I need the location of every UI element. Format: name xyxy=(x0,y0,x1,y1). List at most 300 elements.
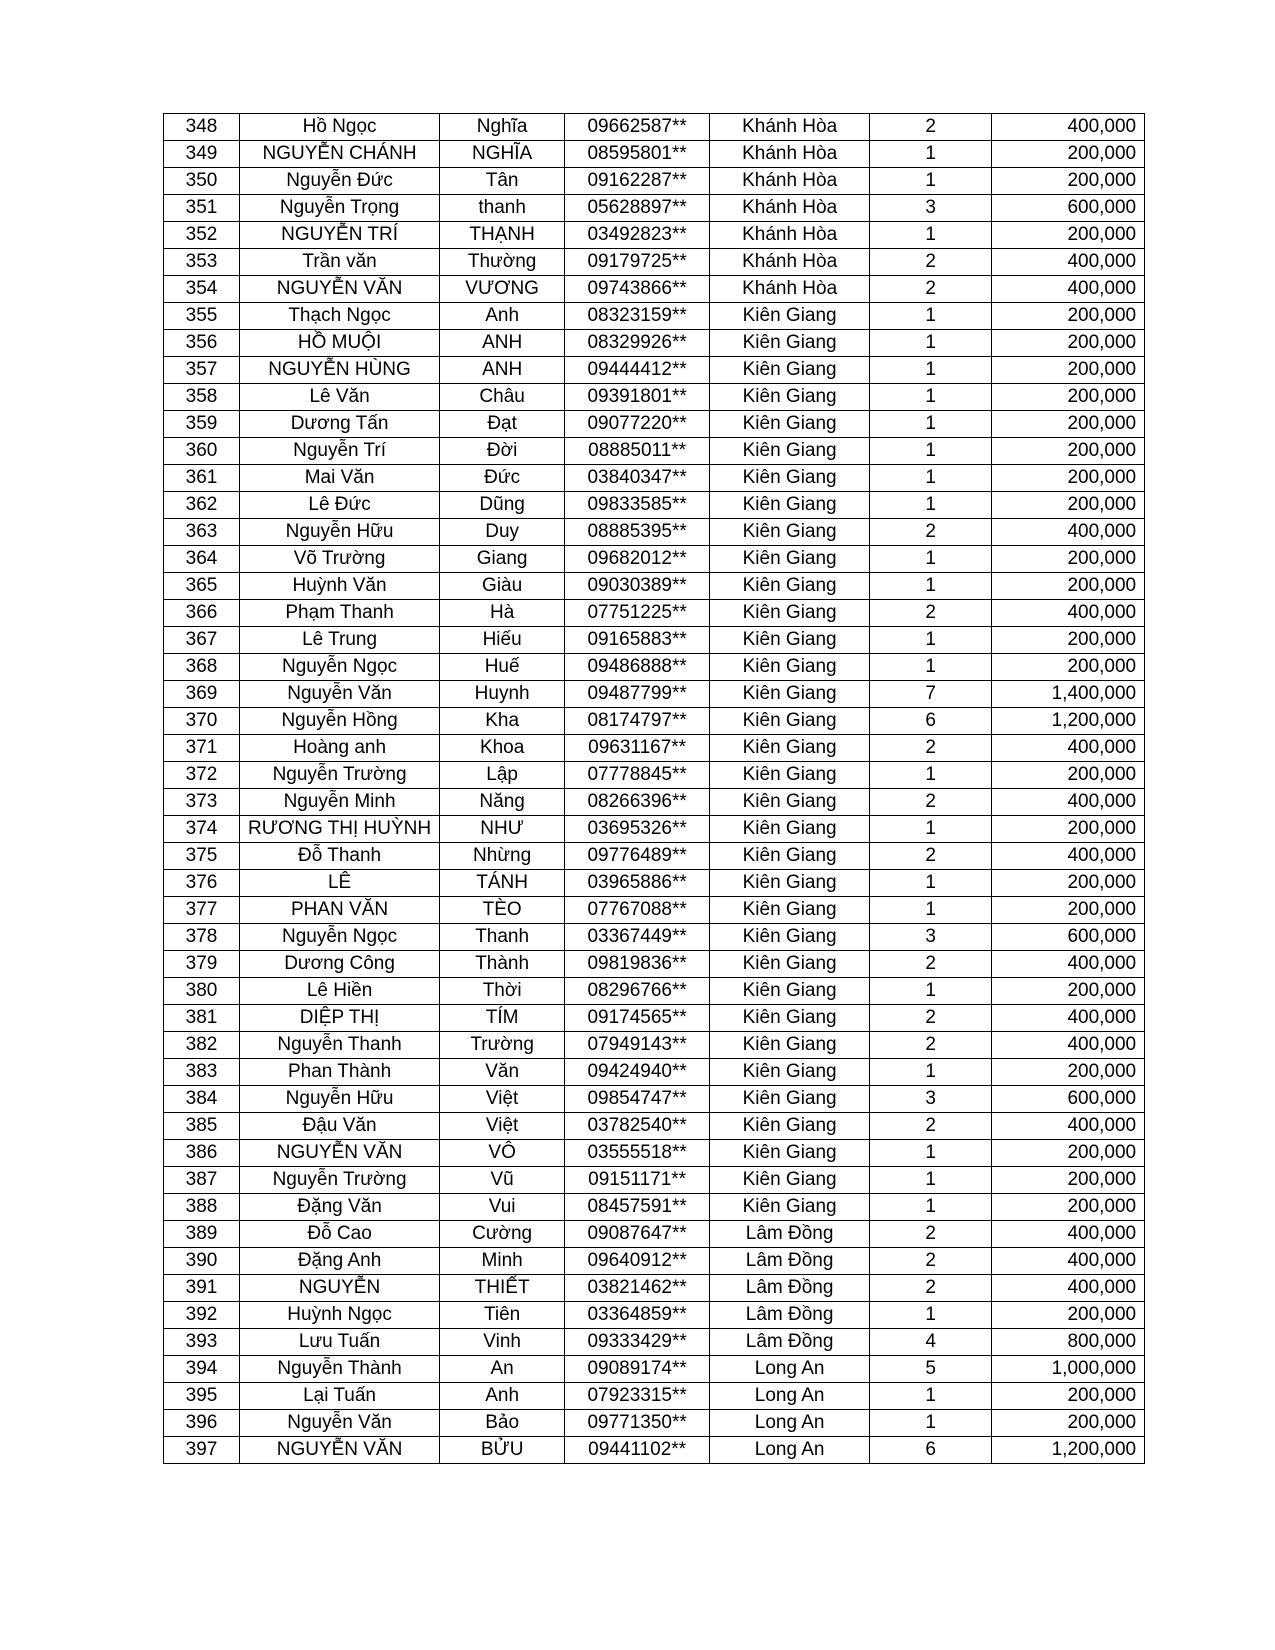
table-row xyxy=(164,1437,1145,1464)
given-name-cell: Đức xyxy=(440,465,565,492)
index-cell: 393 xyxy=(164,1329,240,1356)
index-cell: 364 xyxy=(164,546,240,573)
family-name-cell: Lê Đức xyxy=(240,492,440,519)
index-cell: 359 xyxy=(164,411,240,438)
given-name-cell: Thanh xyxy=(440,924,565,951)
family-name-cell: NGUYỄN xyxy=(240,1275,440,1302)
given-name-cell: NGHĨA xyxy=(440,141,565,168)
quantity-cell: 1 xyxy=(870,573,992,600)
table-row xyxy=(164,1140,1145,1167)
province-cell: Khánh Hòa xyxy=(710,249,870,276)
province-cell: Lâm Đồng xyxy=(710,1302,870,1329)
family-name-cell: NGUYỄN VĂN xyxy=(240,1437,440,1464)
index-cell: 353 xyxy=(164,249,240,276)
amount-cell: 200,000 xyxy=(992,1059,1145,1086)
table-row xyxy=(164,681,1145,708)
given-name-cell: Anh xyxy=(440,1383,565,1410)
table-row xyxy=(164,519,1145,546)
quantity-cell: 2 xyxy=(870,114,992,141)
amount-cell: 400,000 xyxy=(992,951,1145,978)
province-cell: Kiên Giang xyxy=(710,951,870,978)
table-row xyxy=(164,708,1145,735)
family-name-cell: RƯƠNG THỊ HUỲNH xyxy=(240,816,440,843)
phone-cell: 09174565** xyxy=(565,1005,710,1032)
table-row xyxy=(164,924,1145,951)
table-row xyxy=(164,1221,1145,1248)
amount-cell: 200,000 xyxy=(992,870,1145,897)
table-row xyxy=(164,1167,1145,1194)
phone-cell: 09165883** xyxy=(565,627,710,654)
index-cell: 369 xyxy=(164,681,240,708)
given-name-cell: Duy xyxy=(440,519,565,546)
quantity-cell: 4 xyxy=(870,1329,992,1356)
phone-cell: 07778845** xyxy=(565,762,710,789)
quantity-cell: 2 xyxy=(870,735,992,762)
given-name-cell: Nhừng xyxy=(440,843,565,870)
phone-cell: 09179725** xyxy=(565,249,710,276)
province-cell: Khánh Hòa xyxy=(710,195,870,222)
province-cell: Long An xyxy=(710,1410,870,1437)
quantity-cell: 1 xyxy=(870,816,992,843)
given-name-cell: Tân xyxy=(440,168,565,195)
amount-cell: 800,000 xyxy=(992,1329,1145,1356)
amount-cell: 400,000 xyxy=(992,1005,1145,1032)
table-row xyxy=(164,303,1145,330)
given-name-cell: Khoa xyxy=(440,735,565,762)
quantity-cell: 1 xyxy=(870,1167,992,1194)
province-cell: Kiên Giang xyxy=(710,1140,870,1167)
family-name-cell: Nguyễn Hồng xyxy=(240,708,440,735)
given-name-cell: Trường xyxy=(440,1032,565,1059)
table-row xyxy=(164,1356,1145,1383)
table-row xyxy=(164,411,1145,438)
table-row xyxy=(164,1005,1145,1032)
province-cell: Kiên Giang xyxy=(710,519,870,546)
phone-cell: 08457591** xyxy=(565,1194,710,1221)
province-cell: Kiên Giang xyxy=(710,330,870,357)
province-cell: Kiên Giang xyxy=(710,708,870,735)
given-name-cell: Đời xyxy=(440,438,565,465)
index-cell: 372 xyxy=(164,762,240,789)
phone-cell: 09151171** xyxy=(565,1167,710,1194)
family-name-cell: Dương Công xyxy=(240,951,440,978)
quantity-cell: 1 xyxy=(870,357,992,384)
table-row xyxy=(164,357,1145,384)
family-name-cell: Nguyễn Hữu xyxy=(240,519,440,546)
quantity-cell: 1 xyxy=(870,1410,992,1437)
amount-cell: 400,000 xyxy=(992,735,1145,762)
index-cell: 388 xyxy=(164,1194,240,1221)
province-cell: Kiên Giang xyxy=(710,789,870,816)
given-name-cell: Lập xyxy=(440,762,565,789)
family-name-cell: Đậu Văn xyxy=(240,1113,440,1140)
quantity-cell: 1 xyxy=(870,384,992,411)
province-cell: Kiên Giang xyxy=(710,492,870,519)
index-cell: 365 xyxy=(164,573,240,600)
phone-cell: 09854747** xyxy=(565,1086,710,1113)
given-name-cell: Minh xyxy=(440,1248,565,1275)
quantity-cell: 3 xyxy=(870,195,992,222)
quantity-cell: 3 xyxy=(870,1086,992,1113)
province-cell: Kiên Giang xyxy=(710,1113,870,1140)
family-name-cell: PHAN VĂN xyxy=(240,897,440,924)
family-name-cell: Đỗ Cao xyxy=(240,1221,440,1248)
family-name-cell: DIỆP THỊ xyxy=(240,1005,440,1032)
given-name-cell: NHƯ xyxy=(440,816,565,843)
province-cell: Khánh Hòa xyxy=(710,276,870,303)
family-name-cell: Nguyễn Minh xyxy=(240,789,440,816)
given-name-cell: TÈO xyxy=(440,897,565,924)
index-cell: 392 xyxy=(164,1302,240,1329)
phone-cell: 08595801** xyxy=(565,141,710,168)
given-name-cell: Tiên xyxy=(440,1302,565,1329)
table-row xyxy=(164,1086,1145,1113)
quantity-cell: 2 xyxy=(870,1113,992,1140)
index-cell: 351 xyxy=(164,195,240,222)
quantity-cell: 2 xyxy=(870,600,992,627)
table-row xyxy=(164,465,1145,492)
family-name-cell: Nguyễn Trường xyxy=(240,762,440,789)
family-name-cell: Nguyễn Ngọc xyxy=(240,924,440,951)
quantity-cell: 2 xyxy=(870,1221,992,1248)
given-name-cell: BỬU xyxy=(440,1437,565,1464)
phone-cell: 09424940** xyxy=(565,1059,710,1086)
province-cell: Kiên Giang xyxy=(710,735,870,762)
given-name-cell: Vũ xyxy=(440,1167,565,1194)
index-cell: 367 xyxy=(164,627,240,654)
table-row xyxy=(164,168,1145,195)
amount-cell: 200,000 xyxy=(992,357,1145,384)
table-row xyxy=(164,1032,1145,1059)
province-cell: Khánh Hòa xyxy=(710,141,870,168)
phone-cell: 03840347** xyxy=(565,465,710,492)
given-name-cell: Huynh xyxy=(440,681,565,708)
province-cell: Kiên Giang xyxy=(710,465,870,492)
family-name-cell: Đặng Anh xyxy=(240,1248,440,1275)
amount-cell: 200,000 xyxy=(992,168,1145,195)
table-row xyxy=(164,627,1145,654)
amount-cell: 200,000 xyxy=(992,1167,1145,1194)
amount-cell: 200,000 xyxy=(992,546,1145,573)
family-name-cell: Lê Hiền xyxy=(240,978,440,1005)
province-cell: Kiên Giang xyxy=(710,897,870,924)
family-name-cell: NGUYỄN VĂN xyxy=(240,276,440,303)
given-name-cell: TÍM xyxy=(440,1005,565,1032)
given-name-cell: Năng xyxy=(440,789,565,816)
amount-cell: 400,000 xyxy=(992,1113,1145,1140)
amount-cell: 400,000 xyxy=(992,114,1145,141)
index-cell: 391 xyxy=(164,1275,240,1302)
quantity-cell: 2 xyxy=(870,789,992,816)
table-row xyxy=(164,546,1145,573)
amount-cell: 200,000 xyxy=(992,627,1145,654)
index-cell: 362 xyxy=(164,492,240,519)
given-name-cell: Việt xyxy=(440,1113,565,1140)
phone-cell: 03821462** xyxy=(565,1275,710,1302)
amount-cell: 400,000 xyxy=(992,789,1145,816)
phone-cell: 07923315** xyxy=(565,1383,710,1410)
quantity-cell: 2 xyxy=(870,249,992,276)
province-cell: Kiên Giang xyxy=(710,573,870,600)
table-row xyxy=(164,600,1145,627)
index-cell: 360 xyxy=(164,438,240,465)
amount-cell: 200,000 xyxy=(992,573,1145,600)
table-row xyxy=(164,1302,1145,1329)
province-cell: Khánh Hòa xyxy=(710,168,870,195)
province-cell: Kiên Giang xyxy=(710,438,870,465)
province-cell: Kiên Giang xyxy=(710,1086,870,1113)
province-cell: Kiên Giang xyxy=(710,681,870,708)
province-cell: Kiên Giang xyxy=(710,762,870,789)
phone-cell: 09441102** xyxy=(565,1437,710,1464)
given-name-cell: Giàu xyxy=(440,573,565,600)
table-row xyxy=(164,789,1145,816)
quantity-cell: 2 xyxy=(870,951,992,978)
quantity-cell: 2 xyxy=(870,1032,992,1059)
province-cell: Lâm Đồng xyxy=(710,1329,870,1356)
given-name-cell: An xyxy=(440,1356,565,1383)
given-name-cell: Văn xyxy=(440,1059,565,1086)
index-cell: 397 xyxy=(164,1437,240,1464)
index-cell: 379 xyxy=(164,951,240,978)
amount-cell: 200,000 xyxy=(992,897,1145,924)
family-name-cell: NGUYỄN CHÁNH xyxy=(240,141,440,168)
table-row xyxy=(164,1194,1145,1221)
family-name-cell: Thạch Ngọc xyxy=(240,303,440,330)
province-cell: Lâm Đồng xyxy=(710,1275,870,1302)
given-name-cell: THIẾT xyxy=(440,1275,565,1302)
family-name-cell: Nguyễn Trí xyxy=(240,438,440,465)
given-name-cell: Vui xyxy=(440,1194,565,1221)
phone-cell: 03492823** xyxy=(565,222,710,249)
table-row xyxy=(164,222,1145,249)
table-row xyxy=(164,384,1145,411)
province-cell: Kiên Giang xyxy=(710,843,870,870)
amount-cell: 400,000 xyxy=(992,519,1145,546)
index-cell: 385 xyxy=(164,1113,240,1140)
family-name-cell: Huỳnh Văn xyxy=(240,573,440,600)
table-row xyxy=(164,492,1145,519)
province-cell: Kiên Giang xyxy=(710,870,870,897)
index-cell: 378 xyxy=(164,924,240,951)
quantity-cell: 1 xyxy=(870,978,992,1005)
family-name-cell: Phan Thành xyxy=(240,1059,440,1086)
amount-cell: 200,000 xyxy=(992,384,1145,411)
amount-cell: 200,000 xyxy=(992,1194,1145,1221)
quantity-cell: 1 xyxy=(870,546,992,573)
phone-cell: 09819836** xyxy=(565,951,710,978)
table-row xyxy=(164,141,1145,168)
given-name-cell: Thành xyxy=(440,951,565,978)
family-name-cell: Võ Trường xyxy=(240,546,440,573)
phone-cell: 09030389** xyxy=(565,573,710,600)
province-cell: Kiên Giang xyxy=(710,303,870,330)
index-cell: 395 xyxy=(164,1383,240,1410)
phone-cell: 09662587** xyxy=(565,114,710,141)
province-cell: Long An xyxy=(710,1437,870,1464)
index-cell: 396 xyxy=(164,1410,240,1437)
family-name-cell: Mai Văn xyxy=(240,465,440,492)
family-name-cell: Lưu Tuấn xyxy=(240,1329,440,1356)
amount-cell: 400,000 xyxy=(992,249,1145,276)
given-name-cell: Bảo xyxy=(440,1410,565,1437)
phone-cell: 08329926** xyxy=(565,330,710,357)
quantity-cell: 2 xyxy=(870,1248,992,1275)
index-cell: 363 xyxy=(164,519,240,546)
quantity-cell: 1 xyxy=(870,330,992,357)
province-cell: Kiên Giang xyxy=(710,1032,870,1059)
given-name-cell: Việt xyxy=(440,1086,565,1113)
province-cell: Long An xyxy=(710,1383,870,1410)
table-body xyxy=(164,114,1145,1464)
amount-cell: 200,000 xyxy=(992,654,1145,681)
index-cell: 382 xyxy=(164,1032,240,1059)
phone-cell: 08174797** xyxy=(565,708,710,735)
table-row xyxy=(164,1275,1145,1302)
phone-cell: 08296766** xyxy=(565,978,710,1005)
family-name-cell: Phạm Thanh xyxy=(240,600,440,627)
quantity-cell: 1 xyxy=(870,411,992,438)
phone-cell: 09077220** xyxy=(565,411,710,438)
amount-cell: 200,000 xyxy=(992,141,1145,168)
table-row xyxy=(164,1113,1145,1140)
province-cell: Kiên Giang xyxy=(710,384,870,411)
index-cell: 370 xyxy=(164,708,240,735)
quantity-cell: 3 xyxy=(870,924,992,951)
amount-cell: 200,000 xyxy=(992,411,1145,438)
family-name-cell: Hồ Ngọc xyxy=(240,114,440,141)
amount-cell: 400,000 xyxy=(992,600,1145,627)
phone-cell: 08266396** xyxy=(565,789,710,816)
index-cell: 394 xyxy=(164,1356,240,1383)
phone-cell: 09487799** xyxy=(565,681,710,708)
family-name-cell: Lê Trung xyxy=(240,627,440,654)
amount-cell: 200,000 xyxy=(992,1140,1145,1167)
family-name-cell: Lê Văn xyxy=(240,384,440,411)
table-row xyxy=(164,1410,1145,1437)
amount-cell: 1,200,000 xyxy=(992,708,1145,735)
phone-cell: 09391801** xyxy=(565,384,710,411)
amount-cell: 200,000 xyxy=(992,978,1145,1005)
index-cell: 375 xyxy=(164,843,240,870)
given-name-cell: THẠNH xyxy=(440,222,565,249)
phone-cell: 07949143** xyxy=(565,1032,710,1059)
table-row xyxy=(164,951,1145,978)
province-cell: Kiên Giang xyxy=(710,1167,870,1194)
index-cell: 384 xyxy=(164,1086,240,1113)
quantity-cell: 1 xyxy=(870,141,992,168)
phone-cell: 08323159** xyxy=(565,303,710,330)
phone-cell: 09162287** xyxy=(565,168,710,195)
given-name-cell: ANH xyxy=(440,357,565,384)
phone-cell: 09486888** xyxy=(565,654,710,681)
phone-cell: 03364859** xyxy=(565,1302,710,1329)
given-name-cell: Kha xyxy=(440,708,565,735)
province-cell: Kiên Giang xyxy=(710,600,870,627)
index-cell: 357 xyxy=(164,357,240,384)
table-row xyxy=(164,114,1145,141)
quantity-cell: 1 xyxy=(870,870,992,897)
family-name-cell: HỒ MUỘI xyxy=(240,330,440,357)
phone-cell: 05628897** xyxy=(565,195,710,222)
quantity-cell: 1 xyxy=(870,465,992,492)
family-name-cell: LÊ xyxy=(240,870,440,897)
index-cell: 376 xyxy=(164,870,240,897)
amount-cell: 400,000 xyxy=(992,276,1145,303)
phone-cell: 03367449** xyxy=(565,924,710,951)
amount-cell: 1,400,000 xyxy=(992,681,1145,708)
given-name-cell: Vinh xyxy=(440,1329,565,1356)
family-name-cell: NGUYỄN HÙNG xyxy=(240,357,440,384)
table-row xyxy=(164,843,1145,870)
family-name-cell: Nguyễn Văn xyxy=(240,1410,440,1437)
index-cell: 358 xyxy=(164,384,240,411)
table-row xyxy=(164,276,1145,303)
family-name-cell: Lại Tuấn xyxy=(240,1383,440,1410)
given-name-cell: TÁNH xyxy=(440,870,565,897)
index-cell: 377 xyxy=(164,897,240,924)
family-name-cell: Huỳnh Ngọc xyxy=(240,1302,440,1329)
index-cell: 348 xyxy=(164,114,240,141)
family-name-cell: Đỗ Thanh xyxy=(240,843,440,870)
amount-cell: 400,000 xyxy=(992,1221,1145,1248)
family-name-cell: Nguyễn Thành xyxy=(240,1356,440,1383)
index-cell: 356 xyxy=(164,330,240,357)
table-row xyxy=(164,816,1145,843)
table-row xyxy=(164,870,1145,897)
index-cell: 380 xyxy=(164,978,240,1005)
table-row xyxy=(164,1329,1145,1356)
given-name-cell: Đạt xyxy=(440,411,565,438)
family-name-cell: Nguyễn Hữu xyxy=(240,1086,440,1113)
family-name-cell: Nguyễn Trường xyxy=(240,1167,440,1194)
quantity-cell: 1 xyxy=(870,762,992,789)
quantity-cell: 1 xyxy=(870,1140,992,1167)
quantity-cell: 1 xyxy=(870,1059,992,1086)
province-cell: Kiên Giang xyxy=(710,816,870,843)
table-row xyxy=(164,897,1145,924)
index-cell: 355 xyxy=(164,303,240,330)
phone-cell: 09771350** xyxy=(565,1410,710,1437)
amount-cell: 400,000 xyxy=(992,843,1145,870)
province-cell: Khánh Hòa xyxy=(710,114,870,141)
given-name-cell: Giang xyxy=(440,546,565,573)
given-name-cell: Anh xyxy=(440,303,565,330)
phone-cell: 09089174** xyxy=(565,1356,710,1383)
quantity-cell: 6 xyxy=(870,708,992,735)
amount-cell: 200,000 xyxy=(992,330,1145,357)
phone-cell: 07751225** xyxy=(565,600,710,627)
amount-cell: 600,000 xyxy=(992,1086,1145,1113)
given-name-cell: Hiếu xyxy=(440,627,565,654)
province-cell: Kiên Giang xyxy=(710,546,870,573)
index-cell: 368 xyxy=(164,654,240,681)
given-name-cell: Thời xyxy=(440,978,565,1005)
amount-cell: 400,000 xyxy=(992,1275,1145,1302)
given-name-cell: VÔ xyxy=(440,1140,565,1167)
table-row xyxy=(164,1383,1145,1410)
family-name-cell: Nguyễn Trọng xyxy=(240,195,440,222)
table-row xyxy=(164,1059,1145,1086)
amount-cell: 200,000 xyxy=(992,1302,1145,1329)
phone-cell: 03782540** xyxy=(565,1113,710,1140)
index-cell: 387 xyxy=(164,1167,240,1194)
amount-cell: 200,000 xyxy=(992,222,1145,249)
given-name-cell: Thường xyxy=(440,249,565,276)
recipient-table xyxy=(163,113,1145,1464)
family-name-cell: Trần văn xyxy=(240,249,440,276)
phone-cell: 09640912** xyxy=(565,1248,710,1275)
